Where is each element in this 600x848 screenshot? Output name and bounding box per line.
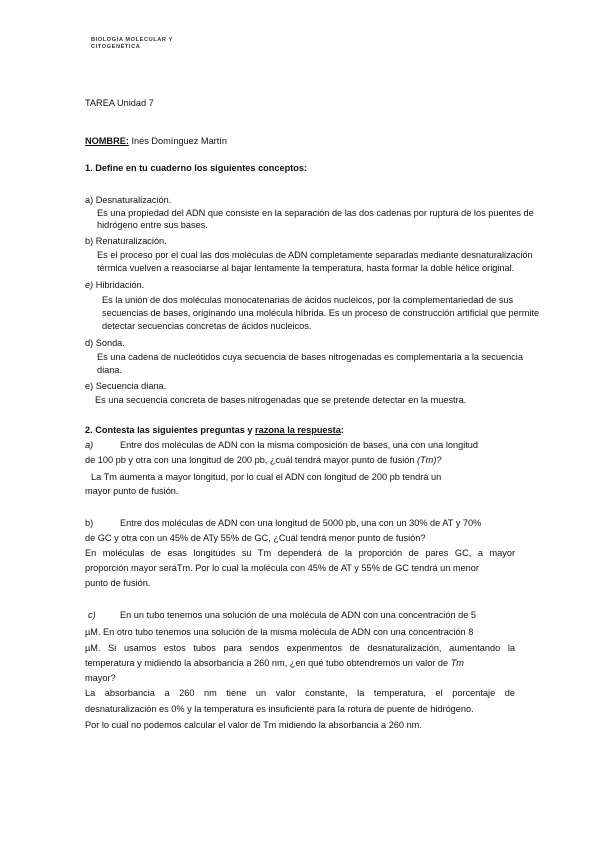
question-b-line: Entre dos moléculas de ADN con una longitud de 5000 pb, una con un 30% de AT y 70% bbox=[120, 518, 482, 528]
term-prefix: e) bbox=[85, 280, 94, 290]
question-c-line: mayor? bbox=[85, 673, 116, 683]
definition-line: hidrógeno entre sus bases. bbox=[97, 220, 208, 230]
answer-b-line: punto de fusión. bbox=[85, 578, 151, 588]
question-a-label: a) bbox=[85, 440, 94, 450]
name-value: Inés Domínguez Martín bbox=[128, 136, 227, 146]
term-hibridacion bbox=[85, 280, 144, 292]
section-2-title-pre: 2. Contesta las siguientes preguntas y bbox=[85, 425, 256, 435]
section-2-title bbox=[85, 425, 344, 437]
definition-line: térmica vuelven a reasociarse al bajar lentamente la temperatura, hasta formar la doble hélice original. bbox=[97, 263, 515, 273]
answer-c-line: desnaturalización es 0% y la temperatura es insuficiente para la rotura de puente de hidrógeno. bbox=[85, 704, 474, 714]
student-name-line bbox=[85, 136, 227, 148]
logo-line-2: CITOGENÉTICA bbox=[91, 44, 141, 50]
question-c-label: c) bbox=[88, 610, 96, 620]
definition-line: diana. bbox=[97, 365, 123, 375]
name-label: NOMBRE: bbox=[85, 136, 129, 146]
answer-c-line: Por lo cual no podemos calcular el valor de Tm midiendo la absorbancia a 260 nm. bbox=[85, 720, 422, 730]
answer-a-line: mayor punto de fusión. bbox=[85, 486, 179, 496]
question-a-text: de 100 pb y otra con una longitud de 200 pb, ¿cuál tendrá mayor punto de fusión bbox=[85, 455, 418, 465]
question-c-line bbox=[85, 658, 464, 670]
definition-line: Es una propiedad del ADN que consiste en la separación de las dos cadenas por ruptura de los puentes de bbox=[97, 208, 534, 218]
term-label: Hibridación. bbox=[93, 280, 145, 290]
definition-line: Es la unión de dos moléculas monocatenarias de ácidos nucleicos, por la complementariedad de sus bbox=[102, 295, 514, 305]
term-desnaturalizacion: a) Desnaturalización. bbox=[85, 195, 172, 205]
question-a-line: Entre dos moléculas de ADN con la misma composición de bases, una con una longitud bbox=[120, 440, 479, 450]
definition-line: Es una secuencia concreta de bases nitrogenadas que se pretende detectar en la muestra. bbox=[95, 395, 467, 405]
question-a-line bbox=[85, 455, 442, 467]
question-c-italic: Tm bbox=[450, 658, 464, 668]
definition-line: secuencias de bases, originando una molécula híbrida. Es un proceso de construcción artificial que permite bbox=[102, 308, 540, 318]
question-c-line: µM. Si usamos estos tubos para sendos experimentos de desnaturalización, aumentando la bbox=[85, 643, 515, 653]
section-1-title: 1. Define en tu cuaderno los siguientes conceptos: bbox=[85, 163, 308, 173]
term-sonda: d) Sonda. bbox=[85, 338, 125, 348]
question-b-line: de GC y otra con un 45% de ATy 55% de GC, ¿Cuál tendrá menor punto de fusión? bbox=[85, 533, 426, 543]
question-c-line: µM. En otro tubo tenemos una solución de la misma molécula de ADN con una concentración 8 bbox=[85, 627, 474, 637]
section-2-title-post: : bbox=[340, 425, 344, 435]
question-b-label: b) bbox=[85, 518, 94, 528]
answer-c-line: La absorbancia a 260 nm tiene un valor constante, la temperatura, el porcentaje de bbox=[85, 688, 515, 698]
answer-b-line: proporción mayor seráTm. Por lo cual la molécula con 45% de AT y 55% de GC tendrá un menor bbox=[85, 563, 479, 573]
answer-a-line: La Tm aumenta a mayor longitud, por lo cual el ADN con longitud de 200 pb tendrá un bbox=[91, 472, 442, 482]
task-title: TAREA Unidad 7 bbox=[85, 98, 154, 108]
term-secuencia-diana: e) Secuencia diana. bbox=[85, 381, 167, 391]
term-renaturalizacion: b) Renaturalización. bbox=[85, 236, 167, 246]
question-c-text: temperatura y midiendo la absorbancia a 260 nm, ¿en qué tubo obtendremos un valor de bbox=[85, 658, 451, 668]
answer-b-line: En moléculas de esas longitudes su Tm dependerá de la proporción de pares GC, a mayor bbox=[85, 548, 515, 558]
question-c-line: En un tubo tenemos una solución de una molécula de ADN con una concentración de 5 bbox=[120, 610, 477, 620]
definition-line: Es una cadena de nucleótidos cuya secuencia de bases nitrogenadas es complementaria a la secuencia bbox=[97, 352, 523, 362]
logo-line-1: BIOLOGÍA MOLECULAR Y bbox=[91, 37, 173, 43]
definition-line: detectar secuencias concretas de ácidos nucleicos. bbox=[102, 321, 312, 331]
question-a-italic: (Tm)? bbox=[417, 455, 442, 465]
section-2-title-underlined: razona la respuesta bbox=[255, 425, 341, 435]
course-logo bbox=[91, 37, 173, 51]
definition-line: Es el proceso por el cual las dos moléculas de ADN completamente separadas mediante desnaturalización bbox=[97, 250, 533, 260]
